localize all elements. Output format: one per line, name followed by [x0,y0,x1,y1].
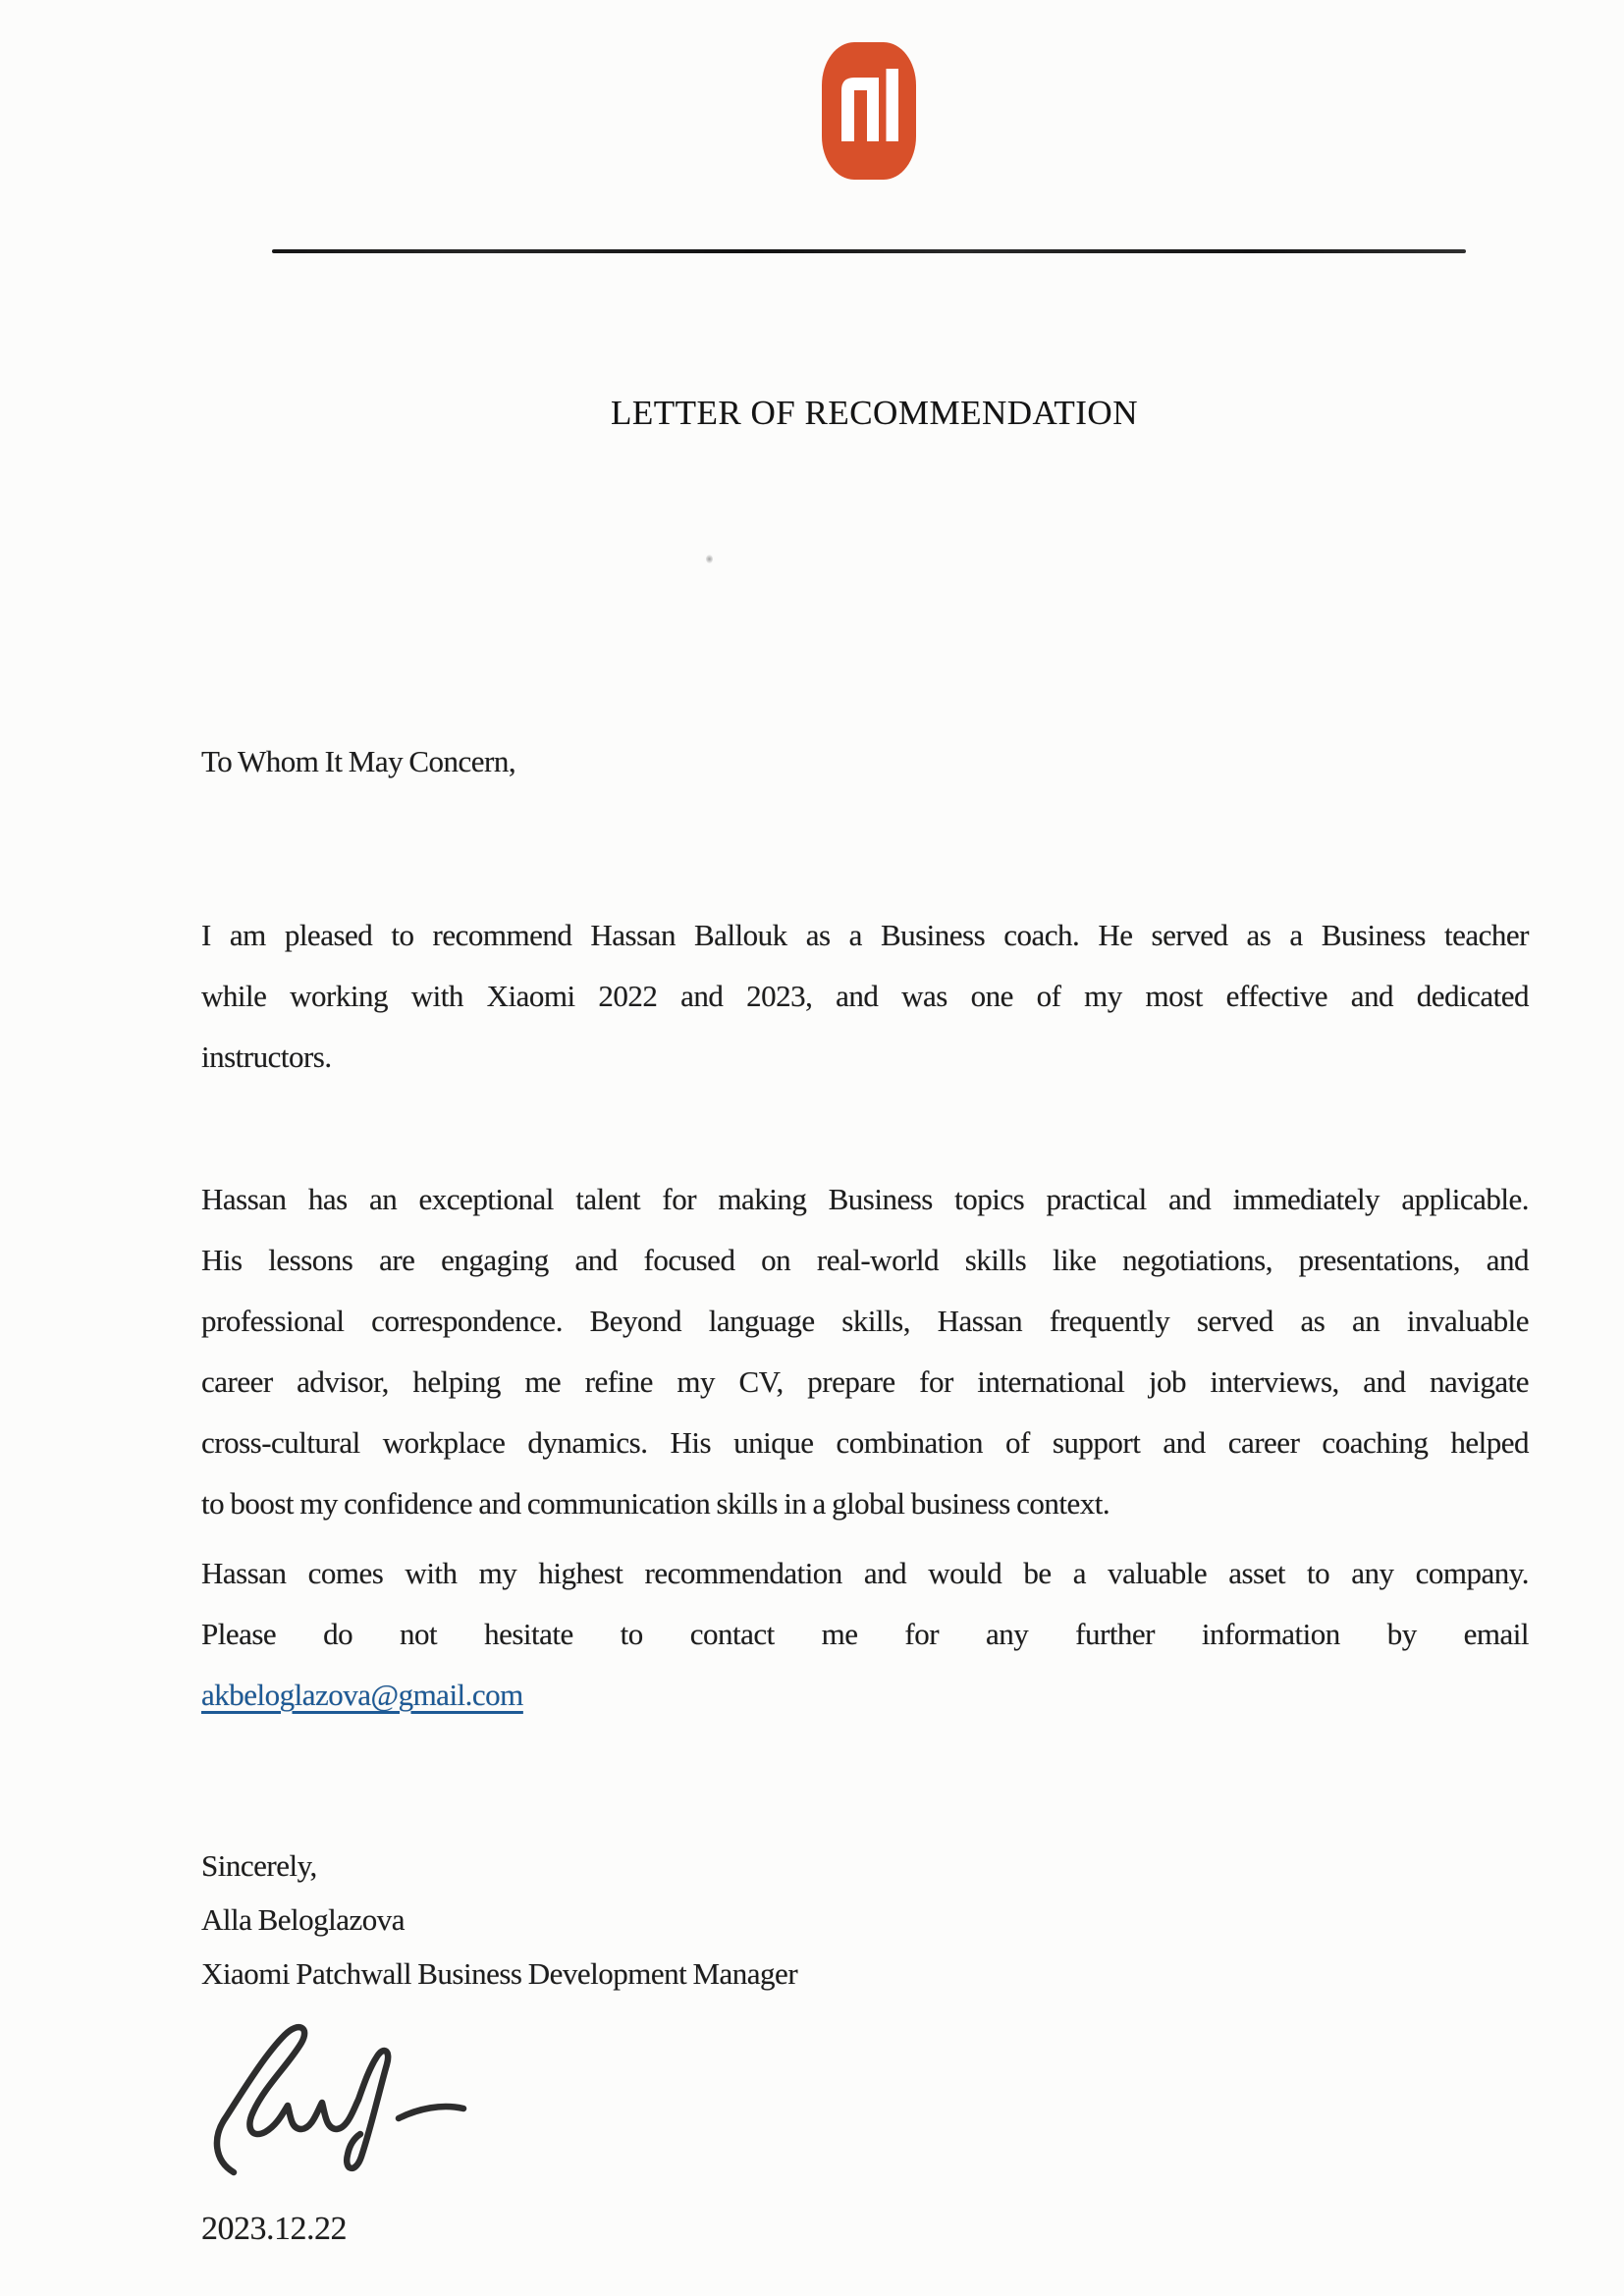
signer-role: Xiaomi Patchwall Business Development Manager [201,1956,798,1991]
text-line: instructors. [201,1040,332,1074]
text-line: His lessons are engaging and focused on real-world skills like negotiations, presentations, and [201,1243,1529,1277]
closing: Sincerely, [201,1848,317,1883]
header-divider [272,249,1466,253]
handwritten-signature [206,2007,501,2204]
letter-title: LETTER OF RECOMMENDATION [611,394,1138,432]
text-line: professional correspondence. Beyond language skills, Hassan frequently served as an invaluable [201,1304,1529,1338]
signer-name: Alla Beloglazova [201,1902,406,1937]
signoff-block [201,1839,1529,2001]
xiaomi-logo [822,42,916,180]
paragraph-3-lines [201,1543,1529,1665]
text-line: Hassan comes with my highest recommendation and would be a valuable asset to any company. [201,1556,1529,1590]
text-line: career advisor, helping me refine my CV, prepare for international job interviews, and navigate [201,1364,1529,1399]
text-line: Hassan has an exceptional talent for making Business topics practical and immediately applicable. [201,1182,1529,1216]
text-line: to boost my confidence and communication skills in a global business context. [201,1486,1110,1521]
paragraph-3 [201,1543,1529,1726]
text-line: while working with Xiaomi 2022 and 2023, and was one of my most effective and dedicated [201,979,1529,1013]
letter-date: 2023.12.22 [201,2211,347,2247]
text-line: I am pleased to recommend Hassan Ballouk as a Business coach. He served as a Business teacher [201,918,1529,952]
text-line: Please do not hesitate to contact me for any further information by email [201,1617,1529,1651]
text-line: cross-cultural workplace dynamics. His unique combination of support and career coaching helped [201,1425,1529,1460]
paragraph-1 [201,905,1529,1088]
xiaomi-mi-icon [822,42,916,180]
paragraph-2 [201,1169,1529,1534]
greeting: To Whom It May Concern, [201,744,516,778]
email-link[interactable]: akbeloglazova@gmail.com [201,1678,523,1712]
scan-artifact [706,555,713,563]
